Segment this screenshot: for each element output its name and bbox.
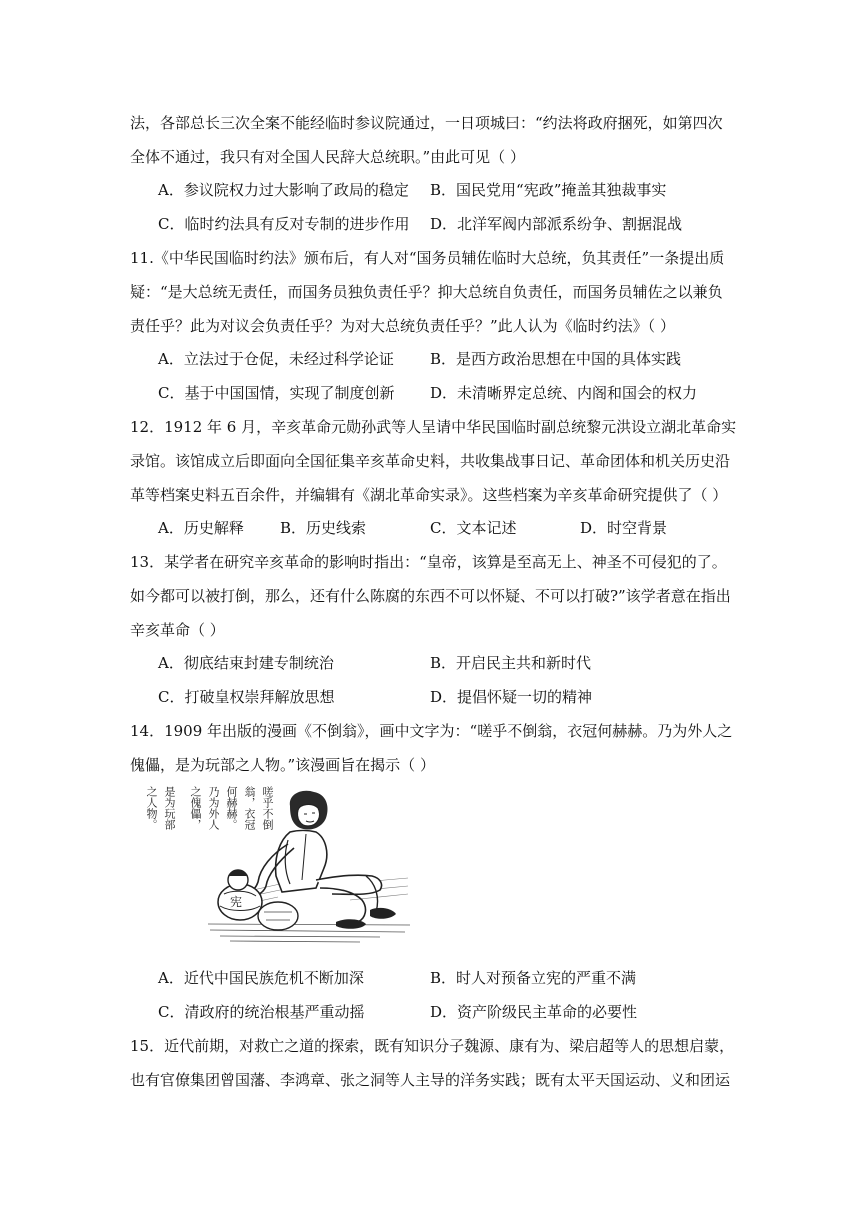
cartoon-caption-col-2: 翁，衣冠 (243, 786, 256, 830)
q10-option-a[interactable]: A．参议院权力过大影响了政局的稳定 (158, 181, 409, 199)
q12-line-3: 革等档案史料五百余件，并编辑有《湖北革命实录》。这些档案为辛亥革命研究提供了（ ） (130, 486, 728, 504)
q13-line-3: 辛亥革命（ ） (130, 621, 225, 639)
cartoon-caption-col-1: 嗟乎不倒 (261, 786, 274, 830)
cartoon-caption-col-6: 是为玩部 (163, 786, 176, 830)
q12-option-b[interactable]: B．历史线索 (280, 519, 367, 537)
q11-line-1: 11.《中华民国临时约法》颁布后，有人对“国务员辅佐临时大总统，负其责任”一条提出质 (130, 249, 725, 267)
q12-line-2: 录馆。该馆成立后即面向全国征集辛亥革命史料，共收集战事日记、革命团体和机关历史沿 (130, 452, 731, 470)
q10-option-b[interactable]: B．国民党用“宪政”掩盖其独裁事实 (430, 181, 667, 199)
q13-option-a[interactable]: A．彻底结束封建专制统治 (158, 654, 334, 672)
q11-line-2: 疑：“是大总统无责任，而国务员独负责任乎？抑大总统自负责任，而国务员辅佐之以兼负 (130, 283, 723, 301)
cartoon-caption-col-4: 乃为外人 (207, 786, 220, 830)
q13-option-c[interactable]: C．打破皇权崇拜解放思想 (158, 688, 335, 706)
q11-option-b[interactable]: B．是西方政治思想在中国的具体实践 (430, 350, 682, 368)
q14-line-2: 傀儡，是为玩部之人物。”该漫画旨在揭示（ ） (130, 756, 435, 774)
q15-line-2: 也有官僚集团曾国藩、李鸿章、张之洞等人主导的洋务实践；既有太平天国运动、义和团运 (130, 1071, 731, 1089)
cartoon-caption-col-5: 之傀儡， (189, 786, 202, 830)
cartoon-caption-col-7: 之人物。 (145, 786, 158, 830)
q12-option-c[interactable]: C．文本记述 (430, 519, 517, 537)
q13-option-d[interactable]: D．提倡怀疑一切的精神 (430, 688, 593, 706)
q11-option-c[interactable]: C．基于中国国情，实现了制度创新 (158, 384, 395, 402)
q15-line-1: 15．近代前期，对救亡之道的探索，既有知识分子魏源、康有为、梁启超等人的思想启蒙， (130, 1037, 735, 1055)
q14-option-c[interactable]: C．清政府的统治根基严重动摇 (158, 1003, 365, 1021)
q12-option-a[interactable]: A．历史解释 (158, 519, 244, 537)
tumbler-cartoon-image (140, 784, 416, 946)
q11-option-a[interactable]: A．立法过于仓促，未经过科学论证 (158, 350, 394, 368)
q13-line-2: 如今都可以被打倒，那么，还有什么陈腐的东西不可以怀疑、不可以打破?”该学者意在指出 (130, 587, 731, 605)
q12-line-1: 12．1912 年 6 月，辛亥革命元勋孙武等人呈请中华民国临时副总统黎元洪设立湖北革命实 (130, 418, 737, 436)
q10-line-1: 法，各部总长三次全案不能经临时参议院通过，一日项城曰：“约法将政府捆死，如第四次 (130, 114, 723, 132)
q11-line-3: 责任乎？此为对议会负责任乎？为对大总统负责任乎？”此人认为《临时约法》（ ） (130, 317, 675, 335)
tumbler-figure-drawing (140, 784, 416, 946)
q11-option-d[interactable]: D．未清晰界定总统、内阁和国会的权力 (430, 384, 698, 402)
cartoon-caption-col-3: 何赫赫。 (225, 786, 238, 830)
q14-option-b[interactable]: B．时人对预备立宪的严重不满 (430, 969, 637, 987)
q10-option-d[interactable]: D．北洋军阀内部派系纷争、割据混战 (430, 215, 683, 233)
q10-line-2: 全体不通过，我只有对全国人民辞大总统职。”由此可见（ ） (130, 148, 525, 166)
q14-option-a[interactable]: A．近代中国民族危机不断加深 (158, 969, 364, 987)
q10-option-c[interactable]: C．临时约法具有反对专制的进步作用 (158, 215, 410, 233)
q14-option-d[interactable]: D．资产阶级民主革命的必要性 (430, 1003, 638, 1021)
q14-line-1: 14．1909 年出版的漫画《不倒翁》，画中文字为：“嗟乎不倒翁，衣冠何赫赫。乃为外人之 (130, 722, 733, 740)
q13-option-b[interactable]: B．开启民主共和新时代 (430, 654, 592, 672)
q13-line-1: 13．某学者在研究辛亥革命的影响时指出：“皇帝，该算是至高无上、神圣不可侵犯的了。 (130, 553, 727, 571)
cartoon-badge: 宪 (230, 895, 243, 909)
q12-option-d[interactable]: D．时空背景 (580, 519, 668, 537)
